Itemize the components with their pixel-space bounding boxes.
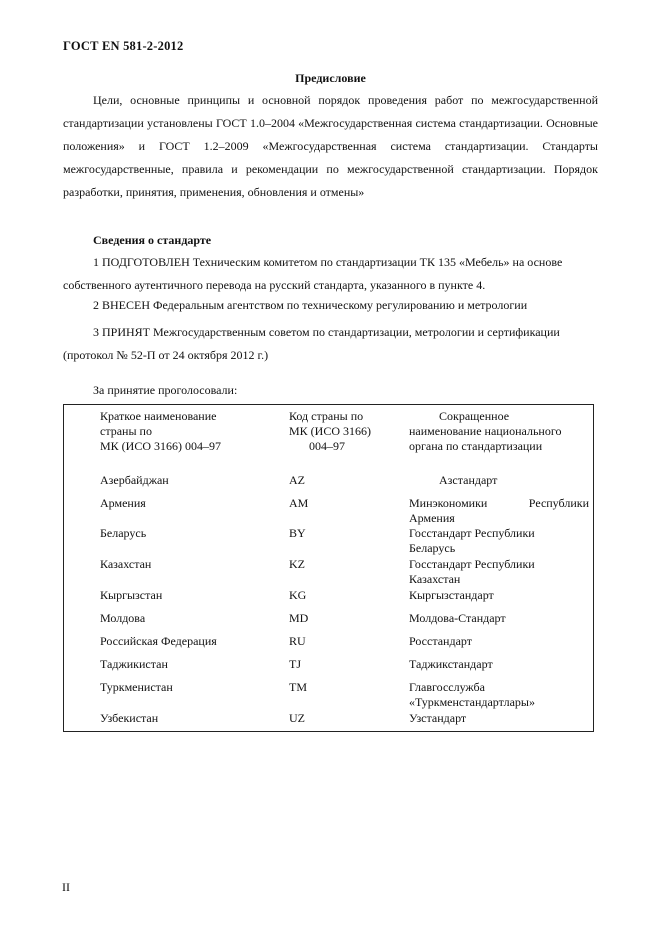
row-country: Туркменистан bbox=[100, 680, 173, 694]
row-country: Армения bbox=[100, 496, 146, 510]
row-code: TJ bbox=[289, 657, 301, 671]
row-code: MD bbox=[289, 611, 309, 625]
row-org-line: Госстандарт Республики bbox=[409, 526, 535, 540]
header-code bbox=[289, 409, 371, 454]
row-org-line: Казахстан bbox=[409, 572, 461, 586]
item-introduced: 2 ВНЕСЕН Федеральным агентством по техническому регулированию и метрологии bbox=[93, 298, 528, 312]
row-country: Молдова bbox=[100, 611, 146, 625]
row-org-line: Главгосслужба bbox=[409, 680, 485, 694]
row-org-word: Минэкономики bbox=[409, 496, 488, 510]
row-country: Кыргызстан bbox=[100, 588, 163, 602]
row-org: Молдова-Стандарт bbox=[409, 611, 506, 625]
row-org: Таджикстандарт bbox=[409, 657, 493, 671]
row-org bbox=[409, 526, 589, 556]
header-org-line: органа по стандартизации bbox=[409, 439, 543, 453]
header-code-line: Код страны по bbox=[289, 409, 364, 423]
row-code: KZ bbox=[289, 557, 305, 571]
header-country-line: Краткое наименование bbox=[100, 409, 217, 423]
row-country: Узбекистан bbox=[100, 711, 159, 725]
header-country-line: страны по bbox=[100, 424, 152, 438]
row-org: Росстандарт bbox=[409, 634, 472, 648]
row-org-line bbox=[409, 496, 589, 511]
header-org bbox=[409, 409, 589, 454]
row-code: BY bbox=[289, 526, 306, 540]
row-country: Азербайджан bbox=[100, 473, 169, 487]
row-country: Казахстан bbox=[100, 557, 152, 571]
page-number: II bbox=[62, 880, 70, 894]
item-adopted: 3 ПРИНЯТ Межгосударственным советом по стандартизации, метрологии и сертификации (протокол № 52-П от 24 октября 2012 г.) bbox=[63, 325, 560, 362]
row-org bbox=[409, 496, 589, 526]
item-prepared: 1 ПОДГОТОВЛЕН Техническим комитетом по стандартизации ТК 135 «Мебель» на основе собственного аутентичного перевода на русский стандарта, указанного в пункте 4. bbox=[63, 255, 563, 292]
document-code: ГОСТ EN 581-2-2012 bbox=[63, 39, 184, 53]
row-code: KG bbox=[289, 588, 307, 602]
preface-title: Предисловие bbox=[295, 71, 366, 85]
row-org: Узстандарт bbox=[409, 711, 467, 725]
header-org-line: наименование национального bbox=[409, 424, 562, 438]
row-org-line: «Туркменстандартлары» bbox=[409, 695, 535, 709]
header-org-line: Сокращенное bbox=[439, 409, 510, 423]
header-country-line: МК (ИСО 3166) 004–97 bbox=[100, 439, 222, 453]
row-org-word: Республики bbox=[528, 496, 589, 510]
voting-table bbox=[63, 404, 594, 732]
row-org-line: Армения bbox=[409, 511, 455, 525]
header-code-line: МК (ИСО 3166) bbox=[289, 424, 372, 438]
row-code: AZ bbox=[289, 473, 305, 487]
row-code: RU bbox=[289, 634, 306, 648]
row-country: Беларусь bbox=[100, 526, 147, 540]
row-country: Таджикистан bbox=[100, 657, 168, 671]
about-standard-title: Сведения о стандарте bbox=[93, 233, 212, 247]
preface-intro: Цели, основные принципы и основной порядок проведения работ по межгосударственной стандартизации установлены ГОСТ 1.0–2004 «Межгосударственная система стандартизации. Основные положения» и ГОСТ 1.2–2009 «Межгосударственная система стандартизации. Стандарты межгосударственные, правила и рекомендации по межгосударственной стандартизации. Порядок разработки, принятия, применения, обновления и отмены» bbox=[63, 93, 598, 199]
row-org bbox=[409, 557, 589, 587]
row-code: AM bbox=[289, 496, 309, 510]
header-country bbox=[100, 409, 221, 454]
row-org: Азстандарт bbox=[439, 473, 498, 487]
row-org-line: Беларусь bbox=[409, 541, 456, 555]
row-code: TM bbox=[289, 680, 307, 694]
voted-caption: За принятие проголосовали: bbox=[93, 383, 238, 397]
row-org bbox=[409, 680, 589, 710]
row-org-line: Госстандарт Республики bbox=[409, 557, 535, 571]
row-code: UZ bbox=[289, 711, 305, 725]
header-code-line: 004–97 bbox=[309, 439, 345, 453]
row-country: Российская Федерация bbox=[100, 634, 217, 648]
row-org: Кыргызстандарт bbox=[409, 588, 494, 602]
